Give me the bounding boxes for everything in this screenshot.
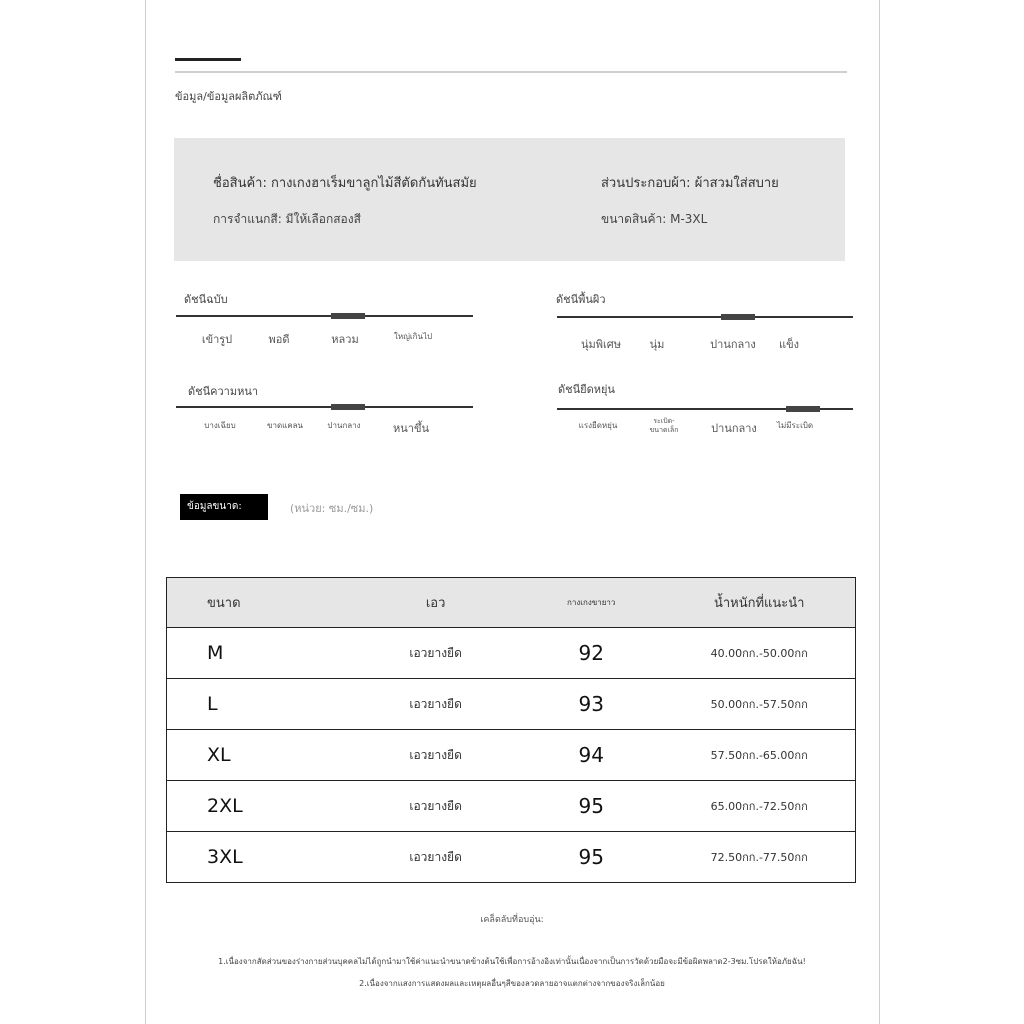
index-option-label: เข้ารูป [201, 333, 233, 346]
index-title: ดัชนีความหนา [188, 385, 259, 398]
index-level-marker [331, 404, 365, 410]
table-row [167, 679, 856, 730]
index-scale-line [176, 315, 473, 317]
cell-waist: เอวยางยืด [352, 679, 519, 730]
index-option-label: นุ่มพิเศษ [580, 338, 622, 351]
index-scale-line [557, 316, 853, 318]
table-row [167, 832, 856, 883]
header-recommended-weight: น้ำหนักที่แนะนำ [663, 578, 855, 628]
table-row [167, 730, 856, 781]
index-option-label: ปานกลาง [327, 421, 361, 430]
cell-weight: 72.50กก.-77.50กก [663, 832, 855, 883]
tips-line-1: 1.เนื่องจากสัดส่วนของร่างกายส่วนบุคคลไม่ได้ถูกนำมาใช้ค่าแนะนำขนาดข้างต้นใช้เพื่อการอ้างอิงเท่านั้นเนื่องจากเป็นการวัดด้วยมือจะมีข้อผิดพลาด2-3ซม.โปรดให้อภัยฉัน! [218, 957, 806, 966]
product-size-range: ขนาดสินค้า: M-3XL [601, 212, 708, 226]
table-header-row [167, 578, 856, 628]
product-info-box [174, 138, 845, 261]
cell-weight: 50.00กก.-57.50กก [663, 679, 855, 730]
index-option-label: แรงยืดหยุ่น [578, 421, 618, 430]
cell-size: XL [167, 730, 353, 781]
index-option-label: นุ่ม [649, 338, 665, 351]
index-option-label: ใหญ่เกินไป [393, 332, 433, 341]
unit-note: (หน่วย: ซม./ซม.) [290, 502, 374, 515]
product-color: การจำแนกสี: มีให้เลือกสองสี [213, 212, 361, 226]
cell-size: M [167, 628, 353, 679]
index-level-marker [721, 314, 755, 320]
header-pants-length: กางเกงขายาว [519, 578, 663, 628]
size-info-label: ข้อมูลขนาด: [187, 501, 242, 512]
title-divider [175, 71, 847, 73]
index-level-marker [786, 406, 820, 412]
index-option-label: แข็ง [779, 338, 799, 351]
cell-waist: เอวยางยืด [352, 781, 519, 832]
tips-line-2: 2.เนื่องจากแสงการแสดงผลและเหตุผลอื่นๆสีของลวดลายอาจแตกต่างจากของจริงเล็กน้อย [359, 979, 665, 988]
index-option-label: พอดี [268, 333, 290, 346]
index-option-label: บางเฉียบ [204, 421, 236, 430]
index-title: ดัชนีพื้นผิว [556, 293, 606, 306]
product-name: ชื่อสินค้า: กางเกงฮาเร็มขาลูกไม้สีตัดกันทันสมัย [213, 176, 477, 191]
cell-waist: เอวยางยืด [352, 832, 519, 883]
index-option-label: ปานกลาง [710, 338, 756, 351]
index-option-label: ระเบิด- ขนาดเล็ก [649, 417, 679, 434]
index-option-label: หลวม [331, 333, 359, 346]
table-row [167, 628, 856, 679]
index-option-label: หนาขึ้น [393, 422, 429, 435]
cell-size: 3XL [167, 832, 353, 883]
index-scale-line [176, 406, 473, 408]
table-row [167, 781, 856, 832]
cell-size: L [167, 679, 353, 730]
size-table [166, 577, 856, 883]
cell-waist: เอวยางยืด [352, 628, 519, 679]
cell-length: 95 [519, 832, 663, 883]
cell-length: 92 [519, 628, 663, 679]
cell-weight: 57.50กก.-65.00กก [663, 730, 855, 781]
header-waist: เอว [352, 578, 519, 628]
cell-waist: เอวยางยืด [352, 730, 519, 781]
index-level-marker [331, 313, 365, 319]
cell-length: 95 [519, 781, 663, 832]
cell-weight: 40.00กก.-50.00กก [663, 628, 855, 679]
title-accent-bar [175, 58, 241, 61]
size-info-tag [180, 494, 268, 520]
index-title: ดัชนียืดหยุ่น [558, 383, 615, 396]
cell-length: 94 [519, 730, 663, 781]
index-title: ดัชนีฉบับ [184, 293, 228, 306]
cell-length: 93 [519, 679, 663, 730]
product-material: ส่วนประกอบผ้า: ผ้าสวมใส่สบาย [601, 176, 779, 191]
section-label: ข้อมูล/ข้อมูลผลิตภัณฑ์ [175, 90, 282, 103]
index-option-label: ปานกลาง [711, 422, 757, 435]
index-option-label: ไม่มีระเบิด [776, 421, 814, 430]
cell-weight: 65.00กก.-72.50กก [663, 781, 855, 832]
index-option-label: ขาดแคลน [266, 421, 304, 430]
header-size: ขนาด [167, 578, 353, 628]
cell-size: 2XL [167, 781, 353, 832]
tips-title: เคล็ดลับที่อบอุ่น: [480, 915, 544, 925]
